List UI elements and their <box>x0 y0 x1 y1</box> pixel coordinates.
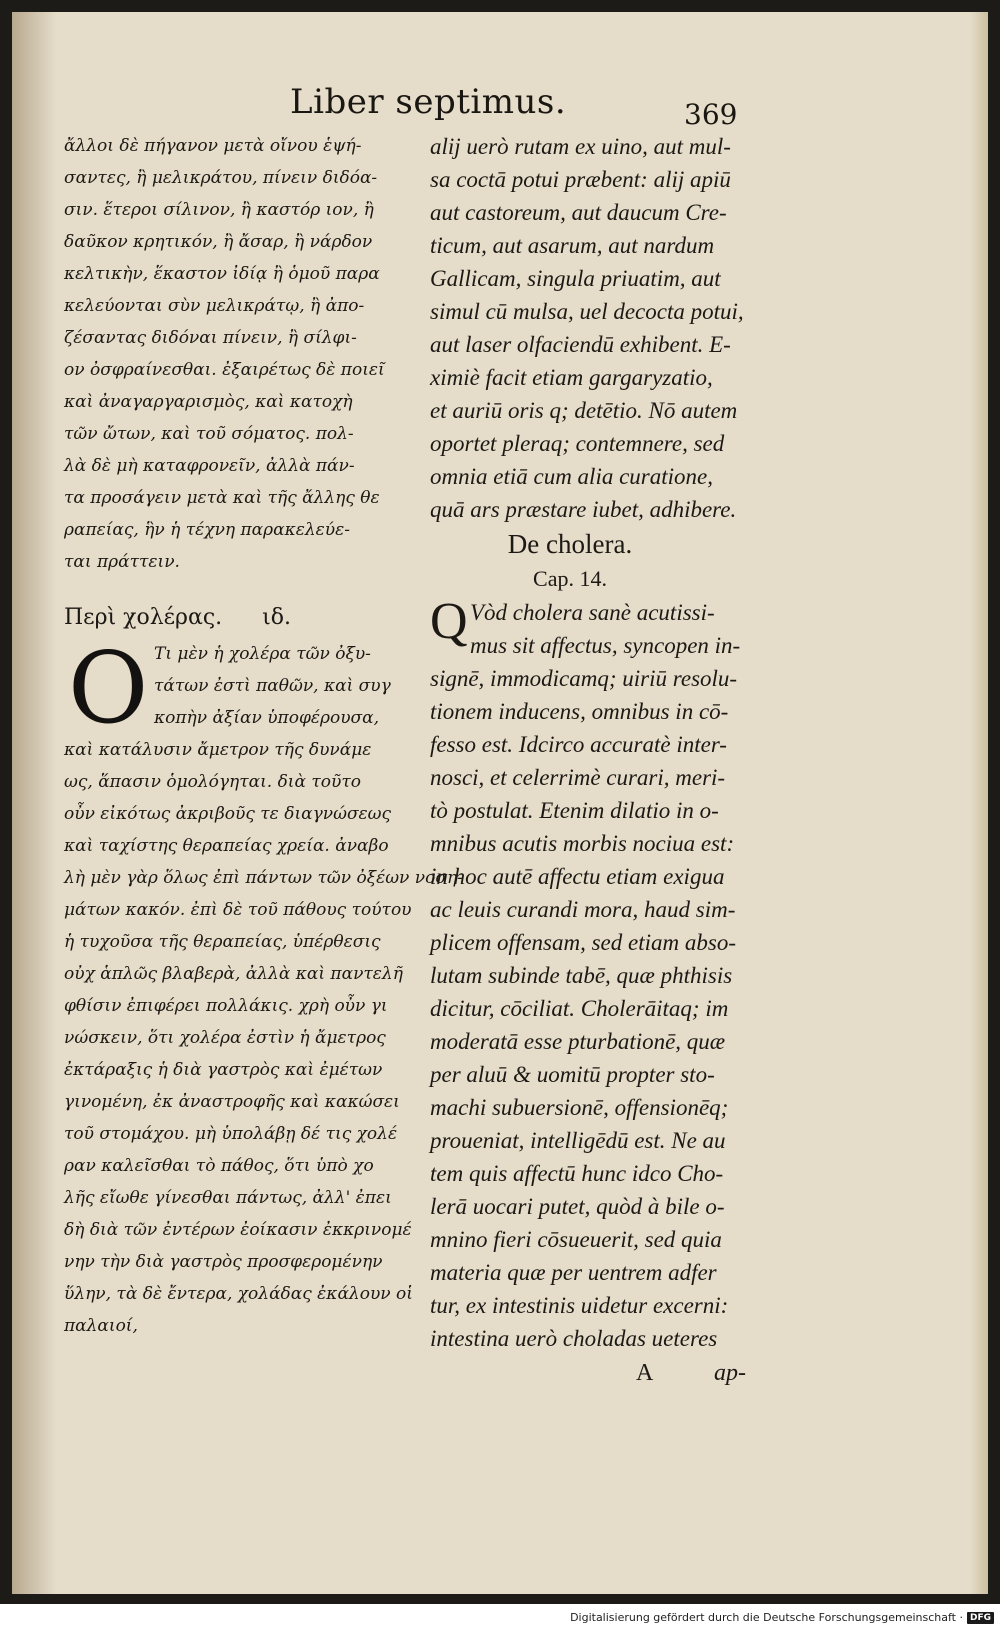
text-line: signē, immodicamq; uiriū resolu- <box>430 666 738 691</box>
text-line: mus sit affectus, syncopen in- <box>470 633 741 658</box>
text-line: μάτων κακόν. ἐπὶ δὲ τοῦ πάθους τούτου <box>64 900 412 920</box>
page-number: 369 <box>684 98 738 131</box>
text-line: καὶ κατάλυσιν ἄμετρον τῆς δυνάμε <box>64 740 372 760</box>
dfg-logo: DFG <box>967 1612 994 1624</box>
text-line: σιν. ἕτεροι σίλινον, ἢ καστόρ ιον, ἢ <box>64 200 374 220</box>
text-line: Vòd cholera sanè acutissi- <box>470 600 715 625</box>
text-line: Τι μὲν ἡ χολέρα τῶν ὀξυ- <box>154 644 371 664</box>
greek-heading-title: Περὶ χολέρας. <box>64 605 223 630</box>
text-line: ραν καλεῖσθαι τὸ πάθος, ὅτι ὑπὸ χο <box>64 1156 374 1176</box>
text-line: simul cū mulsa, uel decocta potui, <box>430 299 744 324</box>
text-line: fesso est. Idcirco accuratè inter- <box>430 732 727 757</box>
text-line: οὐχ ἁπλῶς βλαβερὰ, ἀλλὰ καὶ παντελῆ <box>64 964 403 984</box>
text-line: καὶ ταχίστης θεραπείας χρεία. ἀναβο <box>64 836 389 856</box>
text-line: δαῦκον κρητικόν, ἢ ἄσαρ, ἢ νάρδον <box>64 232 373 252</box>
greek-body-text <box>64 734 463 1342</box>
latin-chapter-number: Cap. 14. <box>533 566 607 591</box>
text-line: κελεύονται σὺν μελικράτῳ, ἢ ἀπο- <box>64 296 365 316</box>
latin-chapter-heading: De cholera. <box>507 529 633 559</box>
text-line: plicem offensam, sed etiam abso- <box>430 930 736 955</box>
signature-mark: A <box>636 1360 654 1386</box>
latin-body-text <box>430 662 750 1355</box>
latin-column <box>430 130 750 1391</box>
latin-drop-lines <box>430 593 750 662</box>
greek-drop-block <box>64 632 414 746</box>
text-line: quā ars præstare iubet, adhibere. <box>430 497 737 522</box>
latin-top-text <box>430 130 750 526</box>
text-line: νην τὴν διὰ γαστρὸς προσφερομένην <box>64 1252 383 1272</box>
text-line: omnia etiā cum alia curatione, <box>430 464 713 489</box>
running-head: Liber septimus. <box>290 82 567 122</box>
text-line: τάτων ἐστὶ παθῶν, καὶ συγ <box>154 676 391 696</box>
catchword: ap- <box>714 1360 746 1386</box>
text-line: proueniat, intelligēdū est. Ne au <box>430 1128 726 1153</box>
greek-column <box>64 130 463 1342</box>
text-line: aut castoreum, aut daucum Cre- <box>430 200 727 225</box>
greek-dropcap: O <box>68 632 149 746</box>
text-line: σαντες, ἢ μελικράτου, πίνειν διδόα- <box>64 168 378 188</box>
text-line: mnino fieri cōsueuerit, sed quia <box>430 1227 722 1252</box>
text-line: τα προσάγειν μετὰ καὶ τῆς ἄλλης θε <box>64 488 380 508</box>
text-line: ἡ τυχοῦσα τῆς θεραπείας, ὑπέρθεσις <box>64 932 381 952</box>
text-line: ximiè facit etiam gargaryzatio, <box>430 365 713 390</box>
text-line: per aluū & uomitū propter sto- <box>430 1062 715 1087</box>
text-line: nosci, et celerrimè curari, meri- <box>430 765 726 790</box>
text-line: moderatā esse pturbationē, quæ <box>430 1029 726 1054</box>
greek-chapter-number: ιδ. <box>262 605 292 630</box>
text-line: Gallicam, singula priuatim, aut <box>430 266 721 291</box>
catch-line <box>430 1355 750 1391</box>
text-line: lutam subinde tabē, quæ phthisis <box>430 963 733 988</box>
text-line: machi subuersionē, offensionēq; <box>430 1095 729 1120</box>
text-line: tem quis affectū hunc idco Cho- <box>430 1161 724 1186</box>
text-line: alij uerò rutam ex uino, aut mul- <box>430 134 731 159</box>
greek-top-text <box>64 130 414 578</box>
text-line: tur, ex intestinis uidetur excerni: <box>430 1293 729 1318</box>
credit-text: Digitalisierung gefördert durch die Deutsche Forschungsgemeinschaft · <box>570 1611 963 1624</box>
text-line: γινομένη, ἐκ ἀναστροφῆς καὶ κακώσει <box>64 1092 400 1112</box>
text-line: lerā uocari putet, quòd à bile o- <box>430 1194 725 1219</box>
text-line: ως, ἅπασιν ὁμολόγηται. διὰ τοῦτο <box>64 772 361 792</box>
text-line: τῶν ὤτων, καὶ τοῦ σόματος. πολ- <box>64 424 354 444</box>
text-line: ἄλλοι δὲ πήγανον μετὰ οἴνου ἑψή- <box>64 136 362 156</box>
text-line: tò postulat. Etenim dilatio in o- <box>430 798 719 823</box>
text-line: ον ὀσφραίνεσθαι. ἐξαιρέτως δὲ ποιεῖ <box>64 360 385 380</box>
text-line: tionem inducens, omnibus in cō- <box>430 699 729 724</box>
text-line: λὴ μὲν γὰρ ὅλως ἐπὶ πάντων τῶν ὀξέων νοση- <box>64 868 463 888</box>
text-line: aut laser olfaciendū exhibent. E- <box>430 332 731 357</box>
latin-drop-block <box>430 593 750 662</box>
text-line: παλαιοί, <box>64 1316 138 1336</box>
text-line: καὶ ἀναγαργαρισμὸς, καὶ κατοχὴ <box>64 392 353 412</box>
text-line: oportet pleraq; contemnere, sed <box>430 431 725 456</box>
digitization-credit <box>570 1611 994 1624</box>
text-line: et auriū oris q; detētio. Nō autem <box>430 398 738 423</box>
text-line: κοπὴν ἀξίαν ὑποφέρουσα, <box>154 708 380 728</box>
text-line: mnibus acutis morbis nociua est: <box>430 831 735 856</box>
text-line: λὰ δὲ μὴ καταφρονεῖν, ἀλλὰ πάν- <box>64 456 355 476</box>
text-line: λῆς εἴωθε γίνεσθαι πάντως, ἀλλ' ἐπει <box>64 1188 392 1208</box>
text-line: ζέσαντας διδόναι πίνειν, ἢ σίλφι- <box>64 328 357 348</box>
text-line: ραπείας, ἣν ἡ τέχνη παρακελεύε- <box>64 520 351 540</box>
text-line: νώσκειν, ὅτι χολέρα ἐστὶν ἡ ἄμετρος <box>64 1028 386 1048</box>
text-line: ται πράττειν. <box>64 552 180 572</box>
text-line: κελτικὴν, ἕκαστον ἰδίᾳ ἢ ὁμοῦ παρα <box>64 264 380 284</box>
text-line: δὴ διὰ τῶν ἐντέρων ἐοίκασιν ἐκκρινομέ <box>64 1220 412 1240</box>
latin-dropcap: Q <box>430 593 468 650</box>
text-line: materia quæ per uentrem adfer <box>430 1260 717 1285</box>
text-line: φθίσιν ἐπιφέρει πολλάκις. χρὴ οὖν γι <box>64 996 388 1016</box>
text-line: sa coctā potui præbent: alij apiū <box>430 167 731 192</box>
text-line: ἐκτάραξις ἡ διὰ γαστρὸς καὶ ἐμέτων <box>64 1060 383 1080</box>
text-line: ticum, aut asarum, aut nardum <box>430 233 715 258</box>
book-page <box>12 12 988 1594</box>
text-line: in hoc autē affectu etiam exigua <box>430 864 725 889</box>
text-line: ὕλην, τὰ δὲ ἔντερα, χολάδας ἐκάλουν οἱ <box>64 1284 413 1304</box>
text-line: οὖν εἰκότως ἀκριβοῦς τε διαγνώσεως <box>64 804 392 824</box>
text-line: intestina uerò choladas ueteres <box>430 1326 718 1351</box>
text-line: ac leuis curandi mora, haud sim- <box>430 897 736 922</box>
text-line: dicitur, cōciliat. Cholerāitaq; im <box>430 996 729 1021</box>
text-line: τοῦ στομάχου. μὴ ὑπολάβῃ δέ τις χολέ <box>64 1124 398 1144</box>
